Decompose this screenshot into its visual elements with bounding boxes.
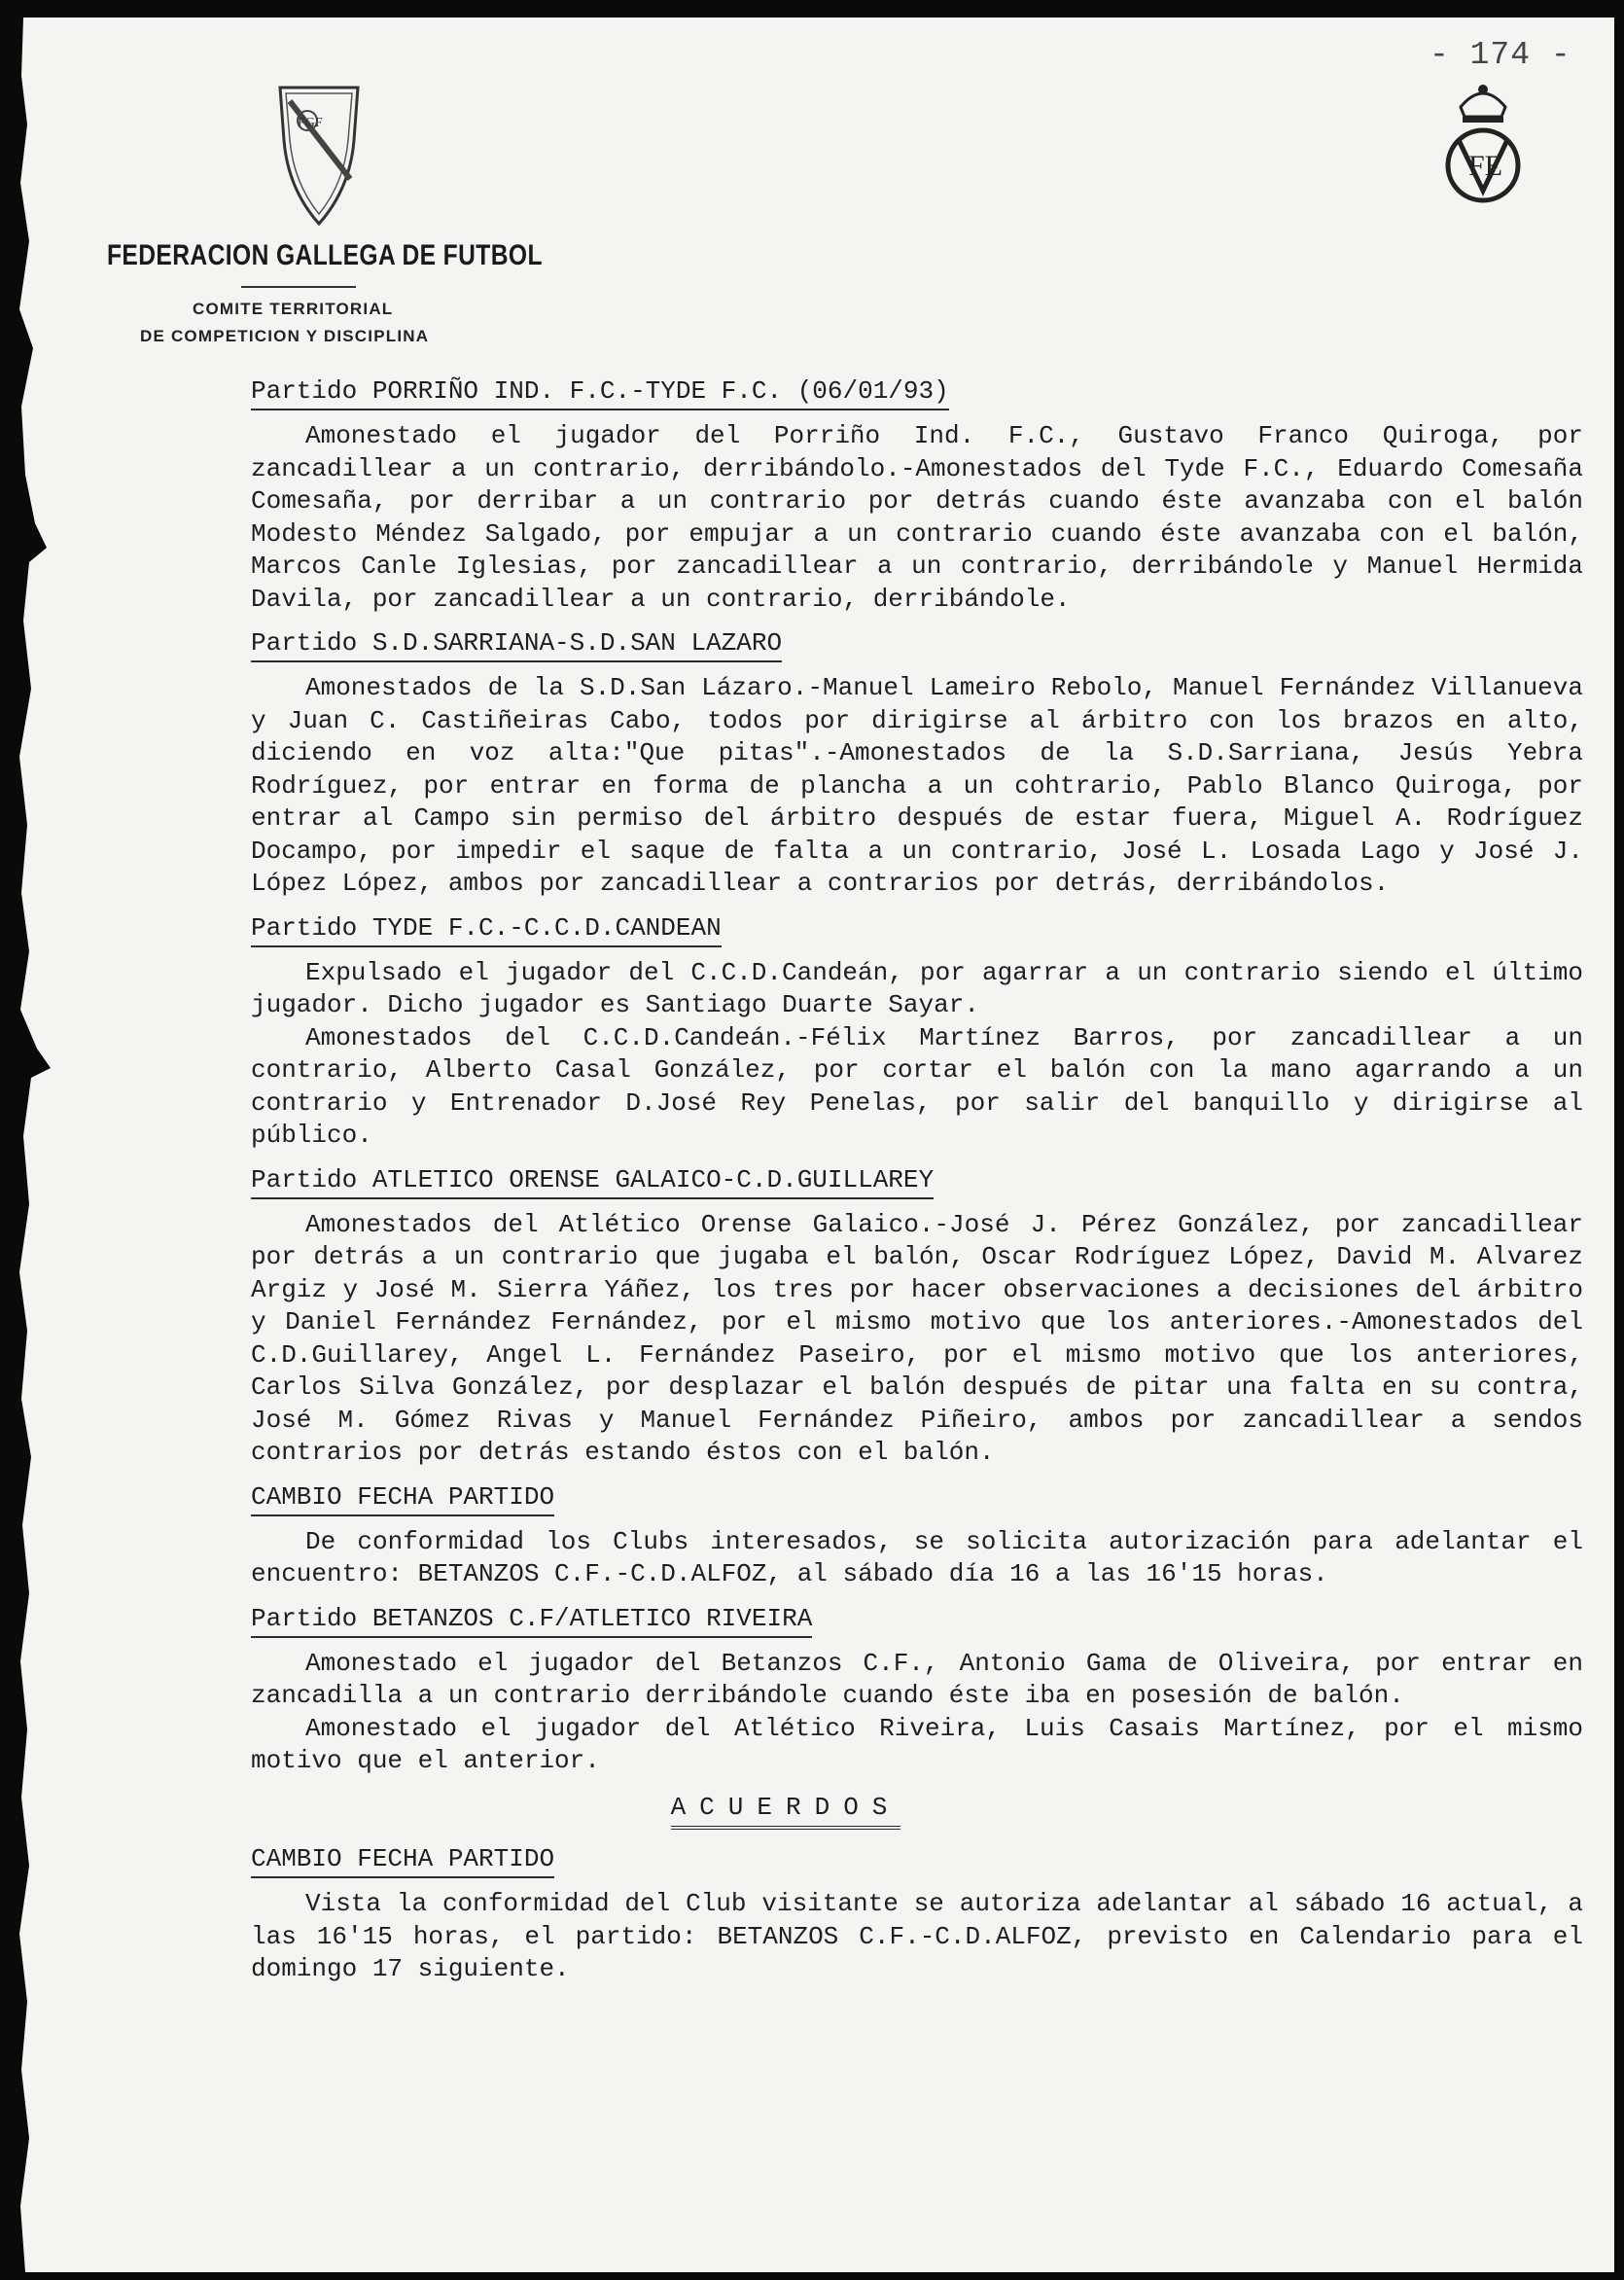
section-heading: Partido ATLETICO ORENSE GALAICO-C.D.GUILLAREY — [251, 1164, 934, 1199]
section-paragraph: Expulsado el jugador del C.C.D.Candeán, por agarrar a un contrario siendo el último jugador. Dicho jugador es Santiago Duarte Sayar. — [251, 957, 1583, 1019]
section-paragraph: Amonestados de la S.D.San Lázaro.-Manuel Lameiro Rebolo, Manuel Fernández Villanueva y Juan C. Castiñeiras Cabo, todos por dirigirse al árbitro con los brazos en alto, diciendo en voz alta:"Que pitas".-Amonestados de la S.D.Sarriana, Jesús Yebra Rodríguez, por entrar en forma de plancha a un cohtrario, Pablo Blanco Quiroga, por entrar al Campo sin permiso del árbitro después de estar fuera, Miguel A. Rodríguez Docampo, por impedir el saque de falta a un contrario, José L. Losada Lago y José J. López López, ambos por zancadillear a contrarios por detrás, derribándolos. — [251, 673, 1583, 898]
section-betanzos-riveira — [251, 1603, 1612, 1778]
torn-left-edge — [18, 18, 86, 2272]
acuerdos-title-wrap — [251, 1792, 1321, 1831]
section-heading: Partido S.D.SARRIANA-S.D.SAN LAZARO — [251, 627, 782, 662]
rfef-crown-logo — [1439, 78, 1527, 208]
section-tyde-candean — [251, 912, 1612, 1153]
svg-text:FE: FE — [1468, 150, 1503, 182]
section-atletico-orense-guillarey — [251, 1164, 1612, 1470]
committee-line-2: DE COMPETICION Y DISCIPLINA — [140, 327, 430, 345]
document-body — [251, 375, 1612, 1986]
section-paragraph: De conformidad los Clubs interesados, se solicita autorización para adelantar el encuentro: BETANZOS C.F.-C.D.ALFOZ, al sábado día 16 a las 16'15 horas. — [251, 1526, 1583, 1588]
section-paragraph: Amonestados del Atlético Orense Galaico.-José J. Pérez González, por zancadillear por detrás a un contrario que jugaba el balón, Oscar Rodríguez López, David M. Alvarez Argiz y José M. Sierra Yáñez, los tres por hacer observaciones a decisiones del árbitro y Daniel Fernández Fernández, por el mismo motivo que los anteriores.-Amonestados del C.D.Guillarey, Angel L. Fernández Paseiro, por el mismo motivo que los anteriores, Carlos Silva González, por desplazar el balón después de pitar una falta en su contra, José M. Gómez Rivas y Manuel Fernández Piñeiro, ambos por zancadillear a sendos contrarios por detrás estando éstos con el balón. — [251, 1209, 1583, 1467]
section-heading: Partido TYDE F.C.-C.C.D.CANDEAN — [251, 912, 722, 947]
section-heading: Partido BETANZOS C.F/ATLETICO RIVEIRA — [251, 1603, 812, 1638]
committee-line-1: COMITE TERRITORIAL — [193, 300, 394, 318]
document-page — [18, 18, 1614, 2272]
section-heading: CAMBIO FECHA PARTIDO — [251, 1843, 554, 1878]
section-paragraph: Amonestado el jugador del Betanzos C.F., Antonio Gama de Oliveira, por entrar en zancadilla a un contrario derribándole cuando éste iba en posesión de balón. — [251, 1648, 1583, 1710]
section-sarriana-san-lazaro — [251, 627, 1612, 901]
section-paragraph: Amonestados del C.C.D.Candeán.-Félix Martínez Barros, por zancadillear a un contrario, Alberto Casal González, por cortar el balón con la mano agarrando a un contrario y Entrenador D.José Rey Penelas, por salir del banquillo y dirigirse al público. — [251, 1022, 1583, 1150]
section-heading: CAMBIO FECHA PARTIDO — [251, 1481, 554, 1516]
header-divider — [241, 286, 356, 288]
svg-text:FGF: FGF — [298, 116, 323, 130]
section-cambio-fecha — [251, 1481, 1612, 1591]
section-acuerdos-cambio-fecha — [251, 1843, 1612, 1986]
section-porrino-tyde — [251, 375, 1612, 616]
federation-name: FEDERACION GALLEGA DE FUTBOL — [107, 239, 543, 271]
section-heading: Partido PORRIÑO IND. F.C.-TYDE F.C. (06/01/93) — [251, 375, 949, 410]
acuerdos-title: ACUERDOS — [671, 1792, 901, 1831]
page-number: - 174 - — [1430, 37, 1571, 73]
section-paragraph: Vista la conformidad del Club visitante se autoriza adelantar al sábado 16 actual, a las 16'15 horas, el partido: BETANZOS C.F.-C.D.ALFOZ, previsto en Calendario para el domingo 17 siguiente. — [251, 1889, 1583, 1983]
federation-shield-logo — [272, 82, 366, 228]
section-paragraph: Amonestado el jugador del Atlético Riveira, Luis Casais Martínez, por el mismo motivo que el anterior. — [251, 1713, 1583, 1775]
section-paragraph: Amonestado el jugador del Porriño Ind. F.C., Gustavo Franco Quiroga, por zancadillear a un contrario, derribándolo.-Amonestados del Tyde F.C., Eduardo Comesaña Comesaña, por derribar a un contrario por detrás cuando éste avanzaba con el balón Modesto Méndez Salgado, por empujar a un contrario cuando éste avanzaba con el balón, Marcos Canle Iglesias, por zancadillear a un contrario, derribándole y Manuel Hermida Davila, por zancadillear a un contrario, derribándole. — [251, 421, 1583, 614]
